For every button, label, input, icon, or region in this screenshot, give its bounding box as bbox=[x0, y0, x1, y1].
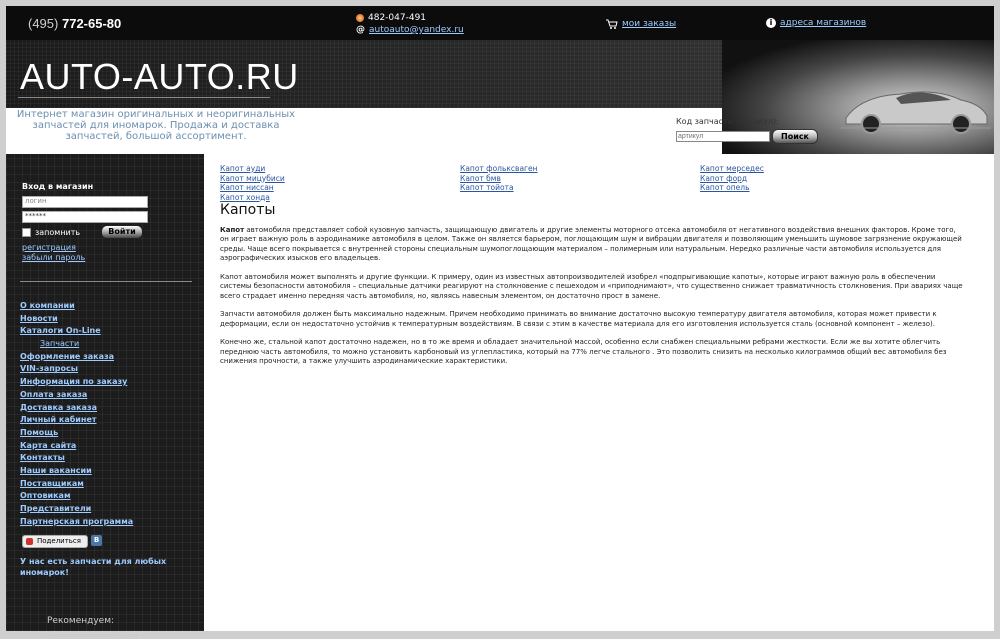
menu-subitem[interactable]: Запчасти bbox=[40, 339, 80, 349]
phone-number: 772-65-80 bbox=[61, 16, 122, 31]
login-title: Вход в магазин bbox=[22, 182, 94, 191]
remember-checkbox[interactable] bbox=[22, 228, 80, 237]
login-button[interactable]: Войти bbox=[101, 225, 143, 239]
menu-item[interactable]: Доставка заказа bbox=[20, 402, 97, 412]
page bbox=[6, 6, 994, 639]
hood-link[interactable]: Капот опель bbox=[700, 183, 750, 192]
promo-link[interactable]: У нас есть запчасти для любых иномарок! bbox=[20, 557, 167, 577]
menu-item[interactable]: Новости bbox=[20, 313, 58, 323]
menu-item[interactable]: Наши вакансии bbox=[20, 465, 92, 475]
cart-icon bbox=[606, 19, 618, 29]
register-link[interactable]: регистрация bbox=[22, 243, 76, 252]
recommend-title: Рекомендуем: bbox=[47, 616, 115, 626]
hood-link[interactable]: Капот фольксваген bbox=[460, 164, 538, 173]
recommend-link[interactable]: Аренда экскаваторов bbox=[47, 630, 138, 639]
top-bar bbox=[6, 6, 994, 40]
menu-item[interactable]: Контакты bbox=[20, 453, 65, 463]
icq-number: 482-047-491 bbox=[368, 13, 427, 23]
search-label: Код запчасти (артикул): bbox=[676, 117, 779, 126]
paragraph-1-bold: Капот bbox=[220, 225, 245, 234]
menu-item[interactable]: Каталоги On-Line bbox=[20, 326, 101, 336]
orders[interactable] bbox=[606, 19, 676, 29]
menu-item[interactable]: Представители bbox=[20, 504, 92, 513]
menu-item[interactable]: Партнерская программа bbox=[20, 516, 134, 526]
page-title: Капоты bbox=[220, 202, 276, 218]
hood-link[interactable]: Капот тойота bbox=[460, 183, 514, 192]
menu-item[interactable]: Личный кабинет bbox=[20, 415, 97, 425]
hood-link[interactable]: Капот ниссан bbox=[220, 183, 274, 192]
hood-link[interactable]: Капот мерседес bbox=[700, 164, 764, 173]
sidebar bbox=[6, 154, 204, 639]
info-icon: i bbox=[766, 18, 776, 28]
sidebar-menu bbox=[20, 300, 133, 528]
paragraph-4: Конечно же, стальной капот достаточно надежен, но в то же время и обладает значительной массой, особенно если снабжен специальными ребрами жесткости. Если же вы хотите облегчить переднюю часть автомобиля, то можно установить карбоновый из углепластика, который на 77% легче стального . Это позволить снизить на несколько килограммов общий вес автомобиля без снижения прочности, а также улучшить аэродинамические характеристики. bbox=[220, 338, 947, 365]
hood-link[interactable]: Капот форд bbox=[700, 173, 748, 183]
phone-code: (495) bbox=[28, 16, 59, 31]
search-form bbox=[676, 117, 809, 141]
menu-item[interactable]: Помощь bbox=[20, 427, 59, 437]
menu-item[interactable]: Карта сайта bbox=[20, 440, 77, 450]
paragraph-3: Запчасти автомобиля должен быть максимально надежным. Причем необходимо принимать во внимание достаточно высокую температуру двигателя автомобиля, которая может привести к деформации, если он недостаточно устойчив к температурным воздействиям. В связи с этим в качестве материала для его изготовления используется сталь (основной компонент – железо). bbox=[220, 310, 937, 328]
email-link[interactable]: autoauto@yandex.ru bbox=[369, 25, 464, 35]
site-logo[interactable]: AUTO-AUTO.RU bbox=[20, 56, 299, 97]
password-input[interactable]: ****** bbox=[22, 211, 148, 223]
logo-underline bbox=[18, 97, 270, 98]
email-icon: @ bbox=[356, 25, 365, 35]
links-column-1 bbox=[220, 164, 460, 202]
orders-link[interactable]: мои заказы bbox=[622, 19, 677, 29]
hood-link[interactable]: Капот мицубиси bbox=[220, 173, 285, 183]
vk-icon[interactable]: В bbox=[91, 535, 102, 546]
paragraph-1-text: автомобиля представляет собой кузовную запчасть, защищающую двигатель и другие элементы моторного отсека автомобиля от негативного воздействия внешних факторов. Кроме того, он играет важную роль в аэродинамике автомобиля в целом. Также он является барьером, поглощающим шум и вибрации двигателя и позволяющим уменьшить шумовое загрязнение окружающей среды. Чаще всего покрывается с внутренней стороны специальным шумопоглощающим материалом – полимерным или натуральным. Нередко различные части автомобиля используется для аэрографических изысков его владельцев. bbox=[220, 225, 962, 262]
search-button[interactable]: Поиск bbox=[772, 129, 818, 144]
links-column-3 bbox=[700, 164, 940, 202]
share-button[interactable]: Поделиться bbox=[22, 535, 88, 548]
menu-item[interactable]: Информация по заказу bbox=[20, 377, 128, 387]
checkbox-icon[interactable] bbox=[22, 228, 31, 237]
login-input[interactable]: логин bbox=[22, 196, 148, 208]
menu-item[interactable]: Оплата заказа bbox=[20, 389, 88, 399]
menu-item[interactable]: Оформление заказа bbox=[20, 351, 115, 361]
paragraph-1 bbox=[220, 226, 966, 264]
hood-link[interactable]: Капот ауди bbox=[220, 164, 266, 173]
slogan: Интернет магазин оригинальных и неоригинальных запчастей для иномарок. Продажа и доставка запчастей, большой ассортимент. bbox=[16, 109, 296, 142]
remember-label: запомнить bbox=[35, 228, 81, 237]
share-block bbox=[22, 535, 102, 548]
shops-link[interactable]: адреса магазинов bbox=[780, 18, 867, 28]
phone bbox=[28, 16, 121, 31]
icq-icon bbox=[356, 14, 364, 22]
hood-link[interactable]: Капот хонда bbox=[220, 192, 270, 202]
car-image bbox=[841, 76, 991, 136]
paragraph-2: Капот автомобиля может выполнять и другие функции. К примеру, один из известных автопроизводителей изобрел «подпрыгивающие капоты», которые играют важную роль в обеспечении системы безопасности автомобиля – специальные датчики реагируют на столкновение с пешеходом и «приподнимают», что существенно снижает травматичность столкновения. При авариях чаще всего страдает именно передняя часть автомобиля, но, являясь навесным элементом, он достаточно прост в замене. bbox=[220, 272, 963, 300]
sidebar-divider bbox=[20, 281, 192, 282]
links-column-2 bbox=[460, 164, 700, 202]
menu-item[interactable]: VIN-запросы bbox=[20, 364, 78, 374]
menu-item[interactable]: Оптовикам bbox=[20, 491, 71, 501]
main-content bbox=[220, 164, 970, 376]
menu-item[interactable]: Поставщикам bbox=[20, 478, 84, 488]
contact-block bbox=[356, 12, 464, 36]
shops[interactable] bbox=[766, 18, 866, 28]
search-input[interactable] bbox=[676, 131, 770, 142]
forgot-password-link[interactable]: забыли пароль bbox=[22, 253, 86, 262]
hood-link[interactable]: Капот бмв bbox=[460, 173, 501, 183]
menu-item[interactable]: О компании bbox=[20, 301, 75, 310]
hood-links bbox=[220, 164, 970, 202]
